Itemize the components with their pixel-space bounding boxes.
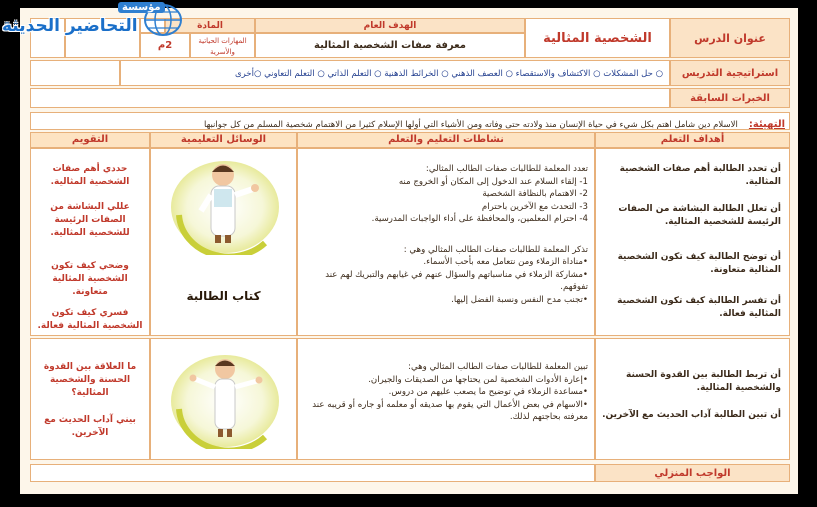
lesson-title-label: عنوان الدرس: [670, 18, 790, 58]
activity-item: •إعارة الأدوات الشخصية لمن يحتاجها من الصديقات والجيران.: [368, 374, 588, 385]
logo-main-text: التحاضير الحديثة: [2, 16, 138, 36]
prior-label: الخبرات السابقة: [670, 88, 790, 108]
strategy-option[interactable]: ○ التعلم الذاتي: [327, 69, 382, 79]
evaluation-cell-1: [30, 148, 150, 336]
objectives-cell-1: [595, 148, 790, 336]
intro-text: الاسلام دين شامل اهتم بكل شيء في حياة الإنسان منذ ولادته حتى وفاته ومن الأشياء التي أولها الإسلام كثيرا من الاهتمام شخصية المسلم من كل جوانبها: [203, 120, 738, 130]
strategy-options: [120, 60, 670, 86]
aids-cell-2: [150, 338, 297, 460]
objective-item: أن تبين الطالبة آداب الحديث مع الآخرين.: [602, 410, 781, 420]
strategy-option[interactable]: ○ الاكتشاف والاستقصاء: [515, 69, 601, 79]
strategy-option-label: العصف الذهني: [451, 69, 503, 79]
objectives-cell-2: [595, 338, 790, 460]
evaluation-item: فسري كيف تكون الشخصية المثالية فعالة.: [37, 308, 143, 331]
evaluation-item: عللي البشاشة من الصفات الرئيسة للشخصية المثالية.: [50, 202, 130, 238]
activity-item: 3- التحدث مع الآخرين باحترام: [481, 201, 588, 212]
activity-item: •مساعدة الزملاء في توضيح ما يصعب عليهم من دروس.: [388, 387, 588, 397]
strategy-label: استراتيجية التدريس: [670, 60, 790, 86]
strategy-option-label: التعلم التعاوني: [264, 69, 315, 79]
student-book-label: كتاب الطالبة: [186, 289, 261, 303]
grade-value: 2م: [140, 33, 190, 58]
subject-value: المهارات الحياتية والأسرية: [190, 33, 255, 58]
objective-item: أن تحدد الطالبة أهم صفات الشخصية المثالية.: [619, 164, 781, 187]
activity-item: •مشاركة الزملاء في مناسباتهم والسؤال عنهم في غيابهم والتبريك لهم عند تفوقهم.: [325, 269, 588, 292]
intro-row: [30, 112, 790, 130]
objective-item: أن توضح الطالبة كيف تكون الشخصية المثالية متعاونة.: [617, 252, 781, 275]
activity-item: 1- إلقاء السلام عند الدخول إلى المكان أو الخروج منه: [398, 176, 588, 187]
strategy-option[interactable]: ○أخرى: [234, 69, 262, 79]
strategy-option-label: الخرائط الذهنية: [384, 69, 439, 79]
objective-item: أن تفسر الطالبة كيف تكون الشخصية المثالية فعالة.: [617, 296, 781, 319]
strategy-option-label: حل المشكلات: [603, 69, 653, 79]
activities-cell-1: [297, 148, 595, 336]
blank-cell-4: [30, 60, 120, 86]
homework-value: [30, 464, 595, 482]
activity-item: 2- الاهتمام بالنظافة الشخصية: [482, 189, 588, 199]
logo-top-text: مؤسسة: [118, 2, 165, 13]
aids-header: الوسائل التعليمية: [150, 132, 297, 148]
lesson-plan-sheet: [20, 8, 798, 494]
evaluation-item: وضحي كيف تكون الشخصية المثالية متعاونة.: [51, 261, 129, 297]
lesson-title-value: الشخصية المثالية: [525, 18, 670, 58]
general-goal-label: الهدف العام: [255, 18, 525, 33]
strategy-option-label: التعلم الذاتي: [327, 69, 372, 79]
activity-item: •مناداة الزملاء ومن نتعامل معه بأحب الأسماء.: [423, 257, 588, 267]
activity-intro: تبين المعلمة للطالبات صفات الطالب المثالي وهي:: [408, 362, 588, 372]
activity-item: 4- احترام المعلمين، والمحافظة على أداء الواجبات المدرسية.: [371, 214, 588, 224]
student-illustration: [165, 349, 285, 449]
strategy-option[interactable]: ○ العصف الذهني: [451, 69, 513, 79]
objective-item: أن تربط الطالبة بين القدوة الحسنة والشخصية المثالية.: [626, 370, 781, 393]
activities-header: نشاطات التعليم والتعلم: [297, 132, 595, 148]
activity-intro: تذكر المعلمة للطالبات صفات الطالب المثالي وهي :: [403, 244, 588, 255]
activity-item: •تجنب مدح النفس ونسبة الفضل إليها.: [451, 294, 588, 305]
prior-value: [30, 88, 670, 108]
homework-label: الواجب المنزلي: [595, 464, 790, 482]
evaluation-item: ما العلاقة بين القدوة الحسنة والشخصية المثالية؟: [43, 362, 137, 398]
strategy-option[interactable]: ○ التعلم التعاوني: [264, 69, 325, 79]
strategy-option[interactable]: ○ حل المشكلات: [603, 69, 663, 79]
objectives-header: أهداف التعلم: [595, 132, 790, 148]
strategy-option-label: الاكتشاف والاستقصاء: [515, 69, 591, 79]
evaluation-item: بيني آداب الحديث مع الآخرين.: [44, 415, 136, 438]
activity-item: •الاسهام في بعض الأعمال التي يقوم بها صديقه أو معلمه أو جاره أو قريبه عند معرفته بحاجتهم لذلك.: [312, 399, 588, 422]
evaluation-cell-2: [30, 338, 150, 460]
evaluation-header: التقويم: [30, 132, 150, 148]
student-illustration: [165, 155, 285, 255]
intro-label: التهيئة:: [748, 119, 785, 130]
objective-item: أن تعلل الطالبة البشاشة من الصفات الرئيسة للشخصية المثالية.: [618, 204, 781, 227]
general-goal-value: معرفة صفات الشخصية المثالية: [255, 33, 525, 58]
strategy-option[interactable]: ○ الخرائط الذهنية: [384, 69, 449, 79]
activities-cell-2: [297, 338, 595, 460]
strategy-option-label: أخرى: [234, 69, 254, 79]
subject-label: المادة: [165, 18, 255, 33]
aids-cell-1: [150, 148, 297, 336]
site-logo: [0, 0, 185, 40]
evaluation-item: حددي أهم صفات الشخصية المثالية.: [50, 164, 130, 187]
activity-intro: تعدد المعلمة للطالبات صفات الطالب المثالي:: [425, 164, 588, 174]
